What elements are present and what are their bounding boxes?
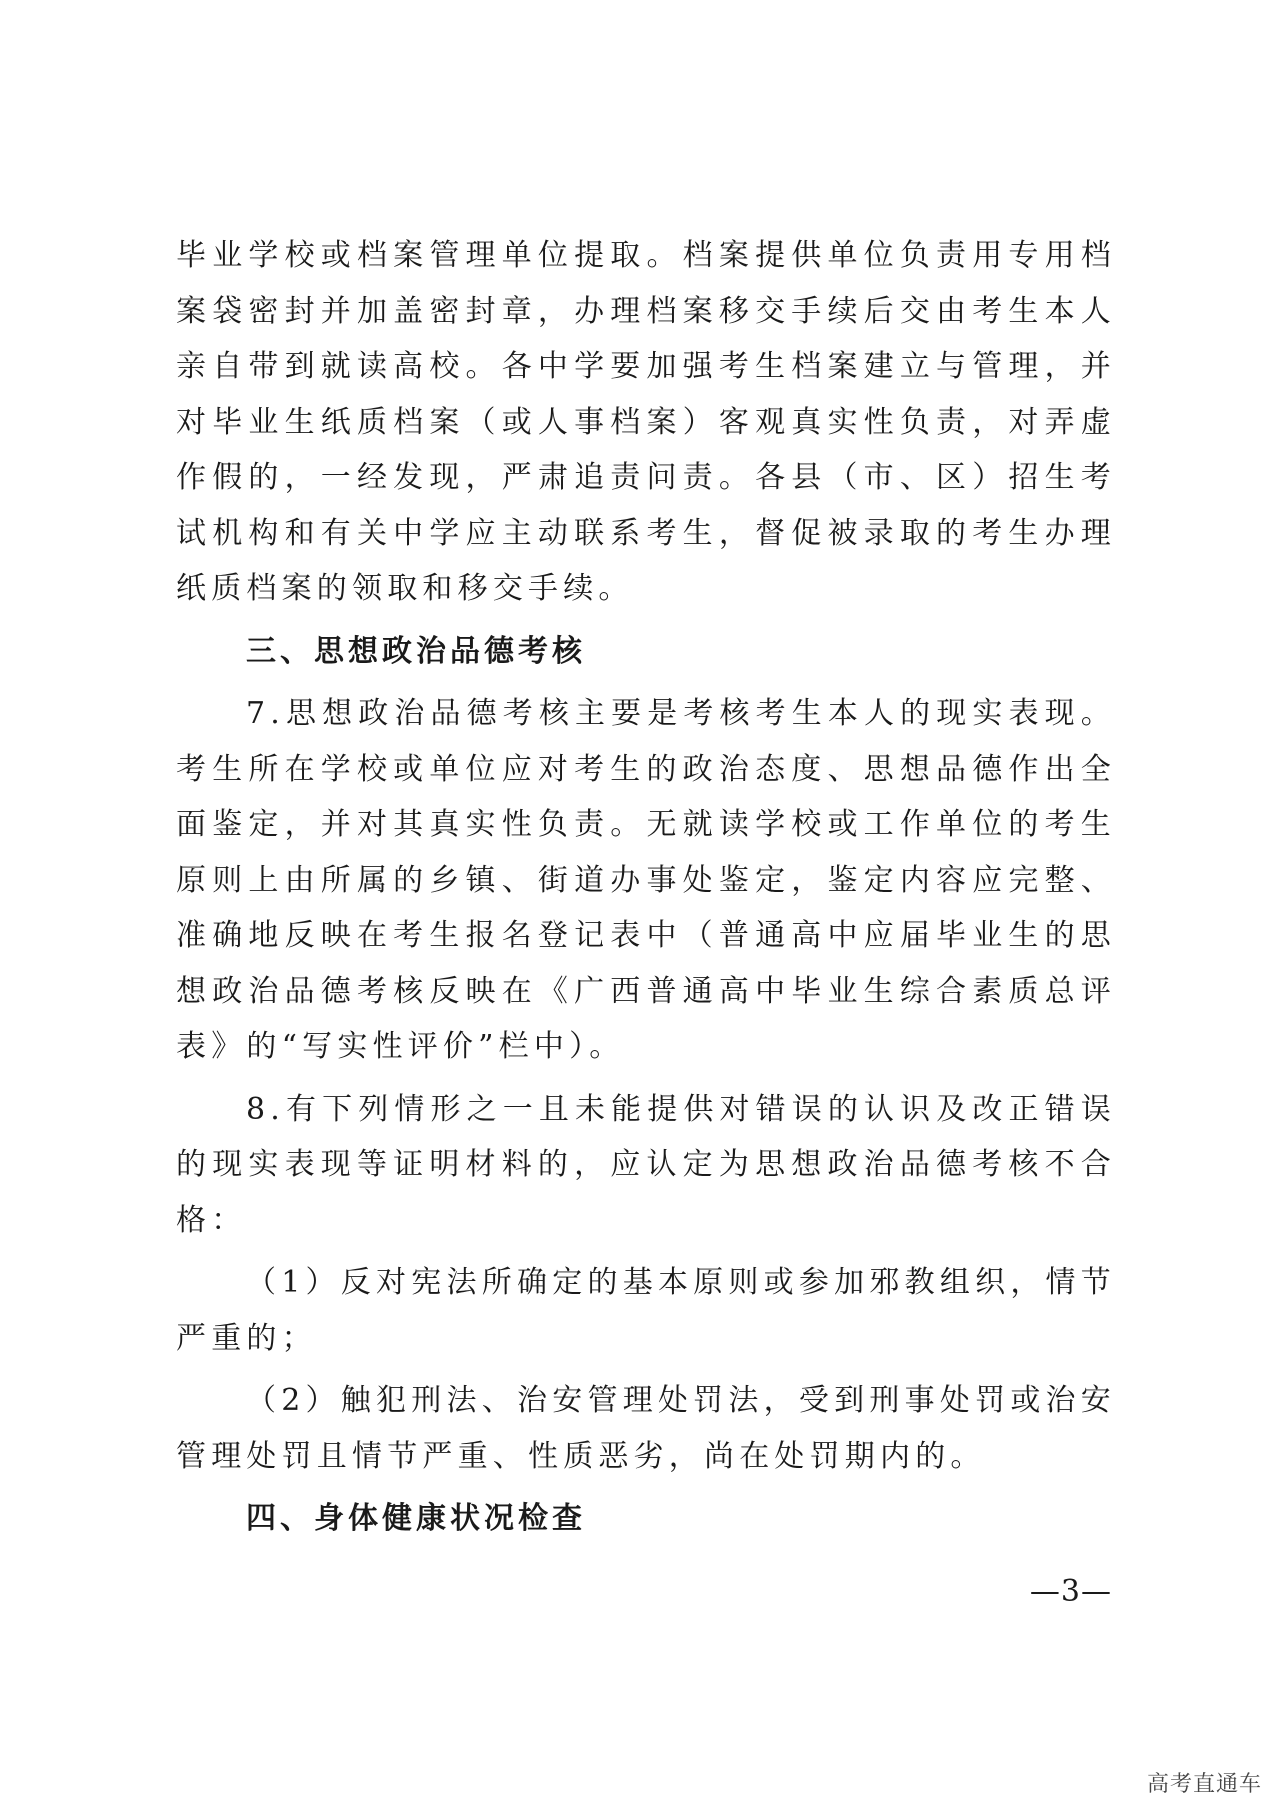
paragraph-archive-continuation: 毕业学校或档案管理单位提取。档案提供单位负责用专用档案袋密封并加盖密封章，办理档案移交手续后交由考生本人亲自带到就读高校。各中学要加强考生档案建立与管理，并对毕业生纸质档案（或人事档案）客观真实性负责，对弄虚作假的，一经发现，严肃追责问责。各县（市、区）招生考试机构和有关中学应主动联系考生，督促被录取的考生办理纸质档案的领取和移交手续。: [176, 238, 1116, 606]
paragraph-item-8-2: （2）触犯刑法、治安管理处罚法，受到刑事处罚或治安管理处罚且情节严重、性质恶劣，尚在处罚期内的。: [176, 1383, 1116, 1474]
page-number: —3—: [1029, 1574, 1112, 1609]
document-body: [176, 228, 1116, 1547]
watermark: 高考直通车: [1146, 1772, 1262, 1797]
section-heading-political-assessment: 三、思想政治品德考核: [246, 633, 586, 669]
section-heading-health-check: 四、身体健康状况检查: [246, 1501, 586, 1536]
paragraph-item-7: 7.思想政治品德考核主要是考核考生本人的现实表现。考生所在学校或单位应对考生的政治态度、思想品德作出全面鉴定，并对其真实性负责。无就读学校或工作单位的考生原则上由所属的乡镇、街道办事处鉴定，鉴定内容应完整、准确地反映在考生报名登记表中（普通高中应届毕业生的思想政治品德考核反映在《广西普通高中毕业生综合素质总评表》的“写实性评价”栏中）。: [176, 696, 1116, 1064]
paragraph-item-8-1: （1）反对宪法所确定的基本原则或参加邪教组织，情节严重的；: [176, 1265, 1116, 1356]
paragraph-item-8: 8.有下列情形之一且未能提供对错误的认识及改正错误的现实表现等证明材料的，应认定为思想政治品德考核不合格：: [176, 1091, 1116, 1238]
